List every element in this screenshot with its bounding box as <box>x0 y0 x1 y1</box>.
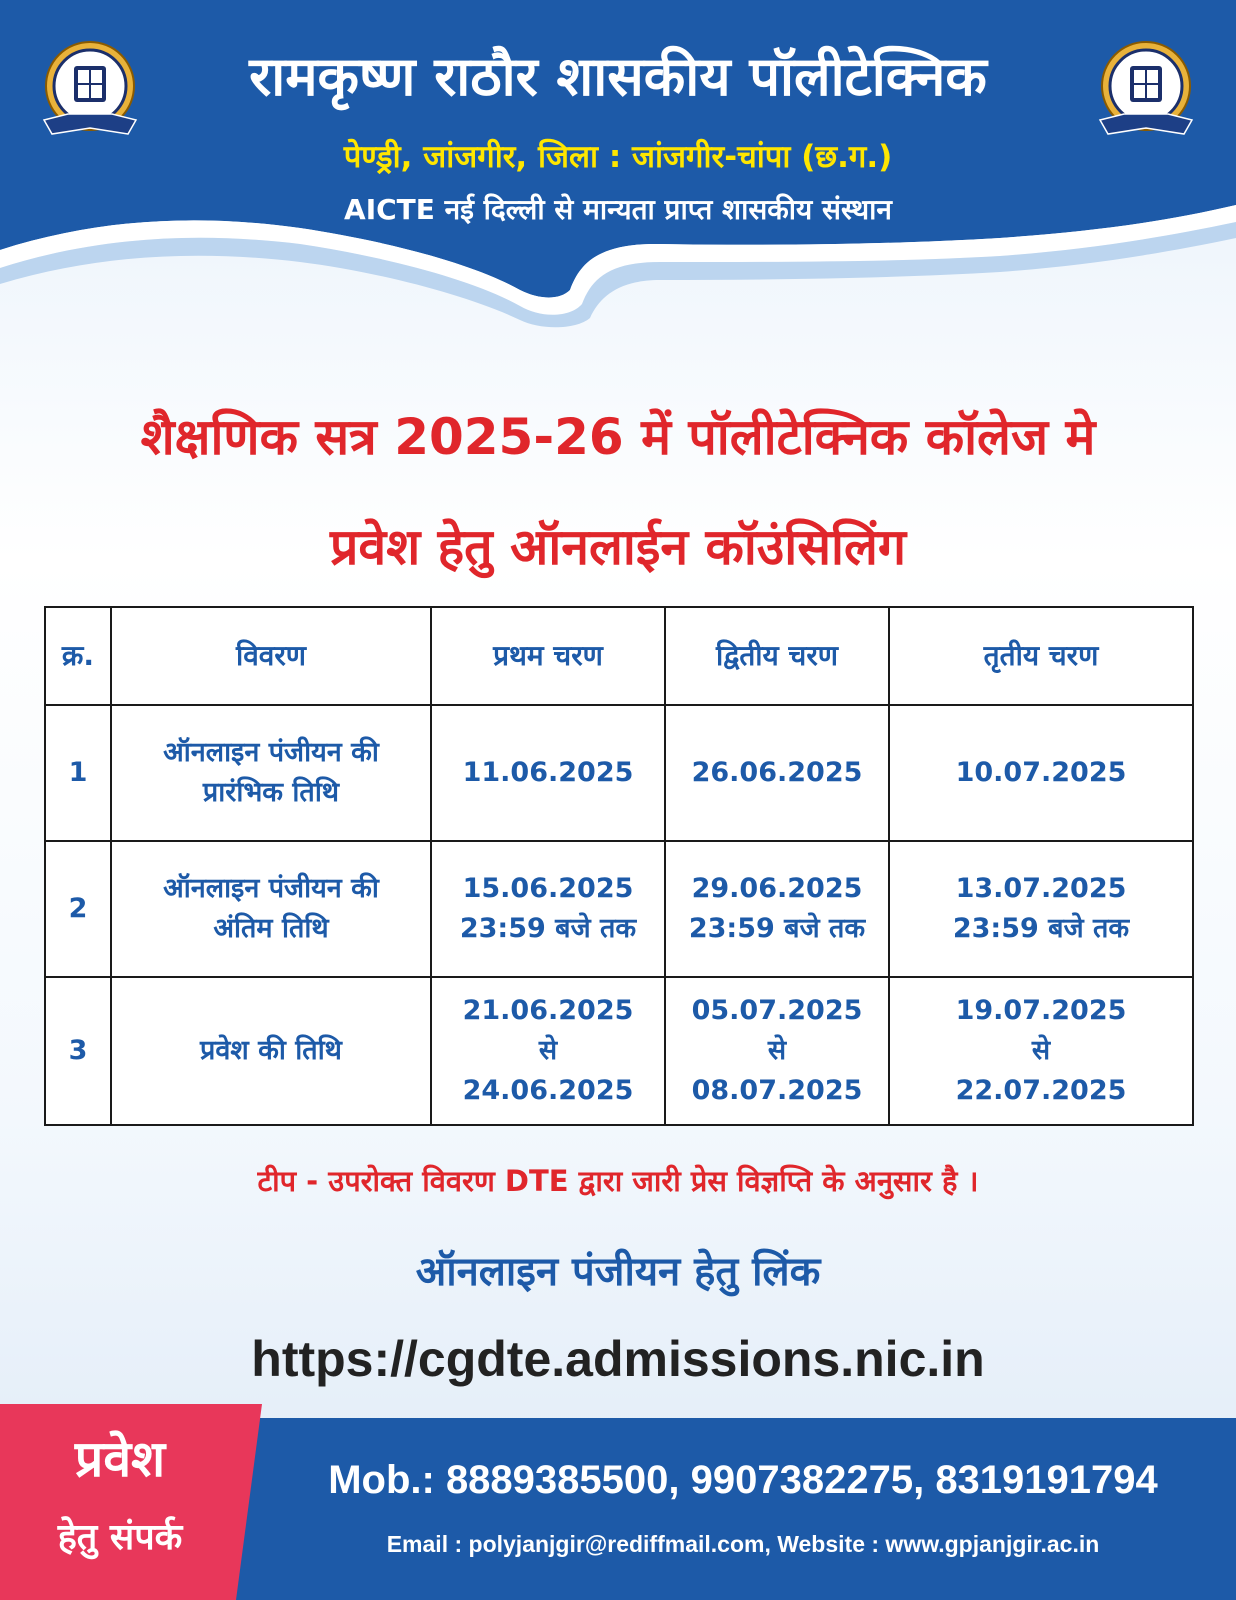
header-phase-2: द्वितीय चरण <box>665 607 889 705</box>
cell-line: 11.06.2025 <box>462 757 634 788</box>
institution-name: रामकृष्ण राठौर शासकीय पॉलीटेक्निक <box>249 45 987 108</box>
header-description: विवरण <box>111 607 431 705</box>
header-serial: क्र. <box>45 607 111 705</box>
cell-line: 19.07.2025 <box>955 995 1127 1026</box>
table-row <box>45 705 1193 841</box>
cell-line: 23:59 बजे तक <box>688 913 866 944</box>
cell-line: 22.07.2025 <box>955 1075 1127 1106</box>
cell-description <box>111 705 431 841</box>
cell-phase-3 <box>889 841 1193 977</box>
cell-description <box>111 977 431 1125</box>
link-heading: ऑनलाइन पंजीयन हेतु लिंक <box>415 1249 821 1295</box>
cell-line: ऑनलाइन पंजीयन की <box>163 873 379 904</box>
cell-line: 08.07.2025 <box>691 1075 863 1106</box>
mobile-numbers: Mob.: 8889385500, 9907382275, 8319191794 <box>328 1458 1158 1502</box>
cell-line: 05.07.2025 <box>691 995 863 1026</box>
headline-line-2: प्रवेश हेतु ऑनलाईन कॉउंसिलिंग <box>329 518 907 576</box>
cell-line: प्रारंभिक तिथि <box>202 777 340 808</box>
table-header-row <box>45 607 1193 705</box>
cell-line: ऑनलाइन पंजीयन की <box>163 737 379 768</box>
college-emblem-icon <box>38 38 142 142</box>
cell-line: 13.07.2025 <box>955 873 1127 904</box>
counselling-schedule-table <box>44 606 1194 1126</box>
cell-line: 10.07.2025 <box>955 757 1127 788</box>
note-text: टीप - उपरोक्त विवरण DTE द्वारा जारी प्रेस विज्ञप्ति के अनुसार है । <box>257 1164 979 1198</box>
table-row <box>45 977 1193 1125</box>
header-phase-1: प्रथम चरण <box>431 607 665 705</box>
cell-phase-2 <box>665 977 889 1125</box>
institution-recognition: AICTE नई दिल्ली से मान्यता प्राप्त शासकीय संस्थान <box>344 193 892 226</box>
cell-serial: 3 <box>45 977 111 1125</box>
registration-link[interactable]: https://cgdte.admissions.nic.in <box>251 1331 985 1387</box>
cell-phase-2 <box>665 705 889 841</box>
cell-phase-3 <box>889 705 1193 841</box>
cell-line: अंतिम तिथि <box>213 913 329 944</box>
headline-line-1: शैक्षणिक सत्र 2025-26 में पॉलीटेक्निक कॉलेज मे <box>140 408 1096 466</box>
badge-line-2: हेतु संपर्क <box>57 1517 183 1558</box>
cell-phase-1 <box>431 705 665 841</box>
cell-line: से <box>1031 1035 1051 1066</box>
cell-description <box>111 841 431 977</box>
cell-line: 15.06.2025 <box>462 873 634 904</box>
cell-line: प्रवेश की तिथि <box>200 1035 342 1066</box>
table-row <box>45 841 1193 977</box>
cell-phase-1 <box>431 841 665 977</box>
cell-line: 24.06.2025 <box>462 1075 634 1106</box>
cell-line: से <box>767 1035 787 1066</box>
cell-line: 23:59 बजे तक <box>459 913 637 944</box>
cell-phase-2 <box>665 841 889 977</box>
email-website: Email : polyjanjgir@rediffmail.com, Website : www.gpjanjgir.ac.in <box>386 1531 1100 1557</box>
cell-line: 26.06.2025 <box>691 757 863 788</box>
header-phase-3: तृतीय चरण <box>889 607 1193 705</box>
cell-serial: 2 <box>45 841 111 977</box>
cell-line: से <box>538 1035 558 1066</box>
cell-line: 29.06.2025 <box>691 873 863 904</box>
cell-phase-3 <box>889 977 1193 1125</box>
cell-phase-1 <box>431 977 665 1125</box>
cell-line: 23:59 बजे तक <box>952 913 1130 944</box>
cell-line: 21.06.2025 <box>462 995 634 1026</box>
cell-serial: 1 <box>45 705 111 841</box>
college-emblem-icon <box>1094 38 1198 142</box>
badge-line-1: प्रवेश <box>74 1430 166 1488</box>
institution-address: पेण्ड्री, जांजगीर, जिला : जांजगीर-चांपा (छ.ग.) <box>343 139 893 175</box>
